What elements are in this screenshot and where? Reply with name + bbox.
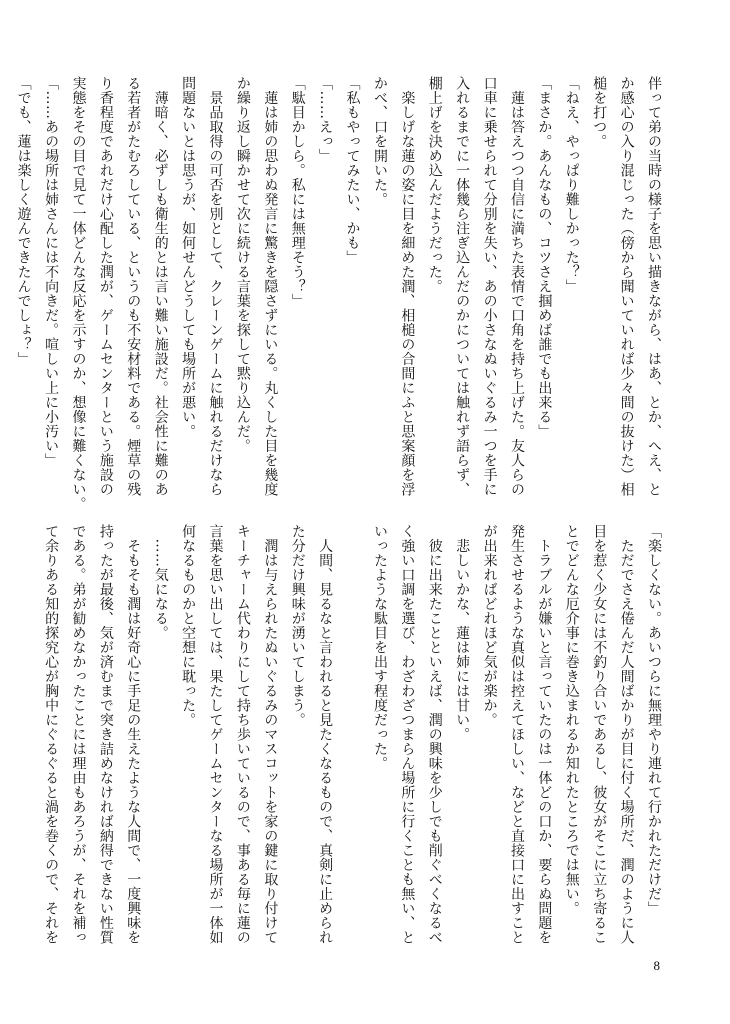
text-column: ただでさえ倦んだ人間ばかりが目に付く場所だ、潤のように人 [618, 524, 635, 945]
text-column: た分だけ興味が湧いてしまう。 [289, 524, 306, 727]
text-column: 槌を打つ。 [591, 76, 608, 149]
text-column: 実態をその目で見て一体どんな反応を示すのか、想像に難くない。 [70, 76, 87, 511]
text-column: か感心の入り混じった（傍から聞いていれば少々間の抜けた）相 [618, 76, 635, 497]
text-column: 口車に乗せられて分別を失い、あの小さなぬいぐるみ一つを手に [481, 76, 498, 497]
text-column: 薄暗く、必ずしも衛生的とは言い難い施設だ。社会性に難のあ [152, 76, 169, 497]
text-column: 楽しげな蓮の姿に目を細めた潤、相槌の合間にふと思案顔を浮 [399, 76, 416, 497]
text-column: 「私もやってみたい、かも」 [344, 76, 361, 265]
text-column: 彼に出来たことといえば、潤の興味を少しでも削ぐべくなるべ [426, 524, 443, 945]
lower-text-block [43, 524, 667, 949]
text-column: かべ、口を開いた。 [371, 76, 388, 207]
text-column [338, 524, 365, 949]
text-column: とでどんな厄介事に巻き込まれるか知れたところでは無い。 [563, 524, 580, 916]
text-column: である。弟が勧めなかったことには理由もあろうが、それを補っ [70, 524, 87, 945]
text-column: 「……えっ」 [317, 76, 334, 163]
text-column: いったような駄目を出す程度だった。 [371, 524, 388, 771]
text-column: り香程度であれだけ心配した潤が、ゲームセンターという施設の [97, 76, 114, 497]
text-column: 目を惹く少女には不釣り合いであるし、彼女がそこに立ち寄るこ [591, 524, 608, 945]
text-column: が出来ればどれほど気が楽か。 [481, 524, 498, 727]
page-number: 8 [653, 958, 660, 973]
text-column: 「駄目かしら。私には無理そう？」 [289, 76, 306, 308]
text-column: 「まさか。あんなもの、コツさえ掴めば誰でも出来る」 [536, 76, 553, 439]
text-column: 伴って弟の当時の様子を思い描きながら、はあ、とか、へえ、と [646, 76, 662, 497]
text-column: 持ったが最後、気が済むまで突き詰めなければ納得できない性質 [97, 524, 114, 945]
text-column: 蓮は姉の思わぬ発言に驚きを隠さずにいる。丸くした目を幾度 [262, 76, 279, 497]
text-column: キーチャーム代わりにして持ち歩いているので、事ある毎に蓮の [234, 524, 251, 945]
text-column: る若者がたむろしている、というのも不安材料である。煙草の残 [125, 76, 142, 497]
text-column: ……気になる。 [152, 524, 169, 640]
text-column: 「でも、蓮は楽しく遊んできたんでしょ？」 [15, 76, 32, 366]
text-column: 言葉を思い出しては、果たしてゲームセンターなる場所が一体如 [207, 524, 224, 945]
text-column: 景品取得の可否を別として、クレーンゲームに触れるだけなら [207, 76, 224, 497]
text-column: 何なるものかと空想に耽った。 [180, 524, 197, 727]
text-column: 「……あの場所は姉さんには不向きだ。喧しい上に小汚い」 [43, 76, 60, 468]
text-column: 人間、見るなと言われると見たくなるもので、真剣に止められ [317, 524, 334, 945]
text-column: 悲しいかな、蓮は姉には甘い。 [454, 524, 471, 742]
text-column: て余りある知的探究心が胸中にぐるぐると渦を巻くので、それを [43, 524, 60, 945]
text-column: トラブルが嫌いと言っていたのは一体どの口か、要らぬ問題を [536, 524, 553, 945]
text-column: 棚上げを決め込んだようだった。 [426, 76, 443, 294]
upper-text-block [15, 76, 667, 511]
text-column: 問題ないとは思うが、如何せんどうしても場所が悪い。 [180, 76, 197, 439]
text-column: 入れるまでに一体幾ら注ぎ込んだのかについては触れず語らず、 [454, 76, 471, 497]
text-column: 「楽しくない。あいつらに無理やり連れて行かれただけだ」 [646, 524, 662, 916]
text-column: 「ねえ、やっぱり難しかった？」 [563, 76, 580, 294]
text-column: か繰り返し瞬かせて次に続ける言葉を探して黙り込んだ。 [234, 76, 251, 453]
text-column: 発生させるような真似は控えてほしい、などと直接口に出すこと [508, 524, 525, 945]
text-column: そもそも潤は好奇心に手足の生えたような人間で、一度興味を [125, 524, 142, 945]
text-column: 潤は与えられたぬいぐるみのマスコットを家の鍵に取り付けて [262, 524, 279, 945]
text-column: 蓮は答えつつ自信に満ちた表情で口角を持ち上げた。友人らの [508, 76, 525, 497]
text-column: く強い口調を選び、わざわざつまらん場所に行くことも無い、と [399, 524, 416, 945]
